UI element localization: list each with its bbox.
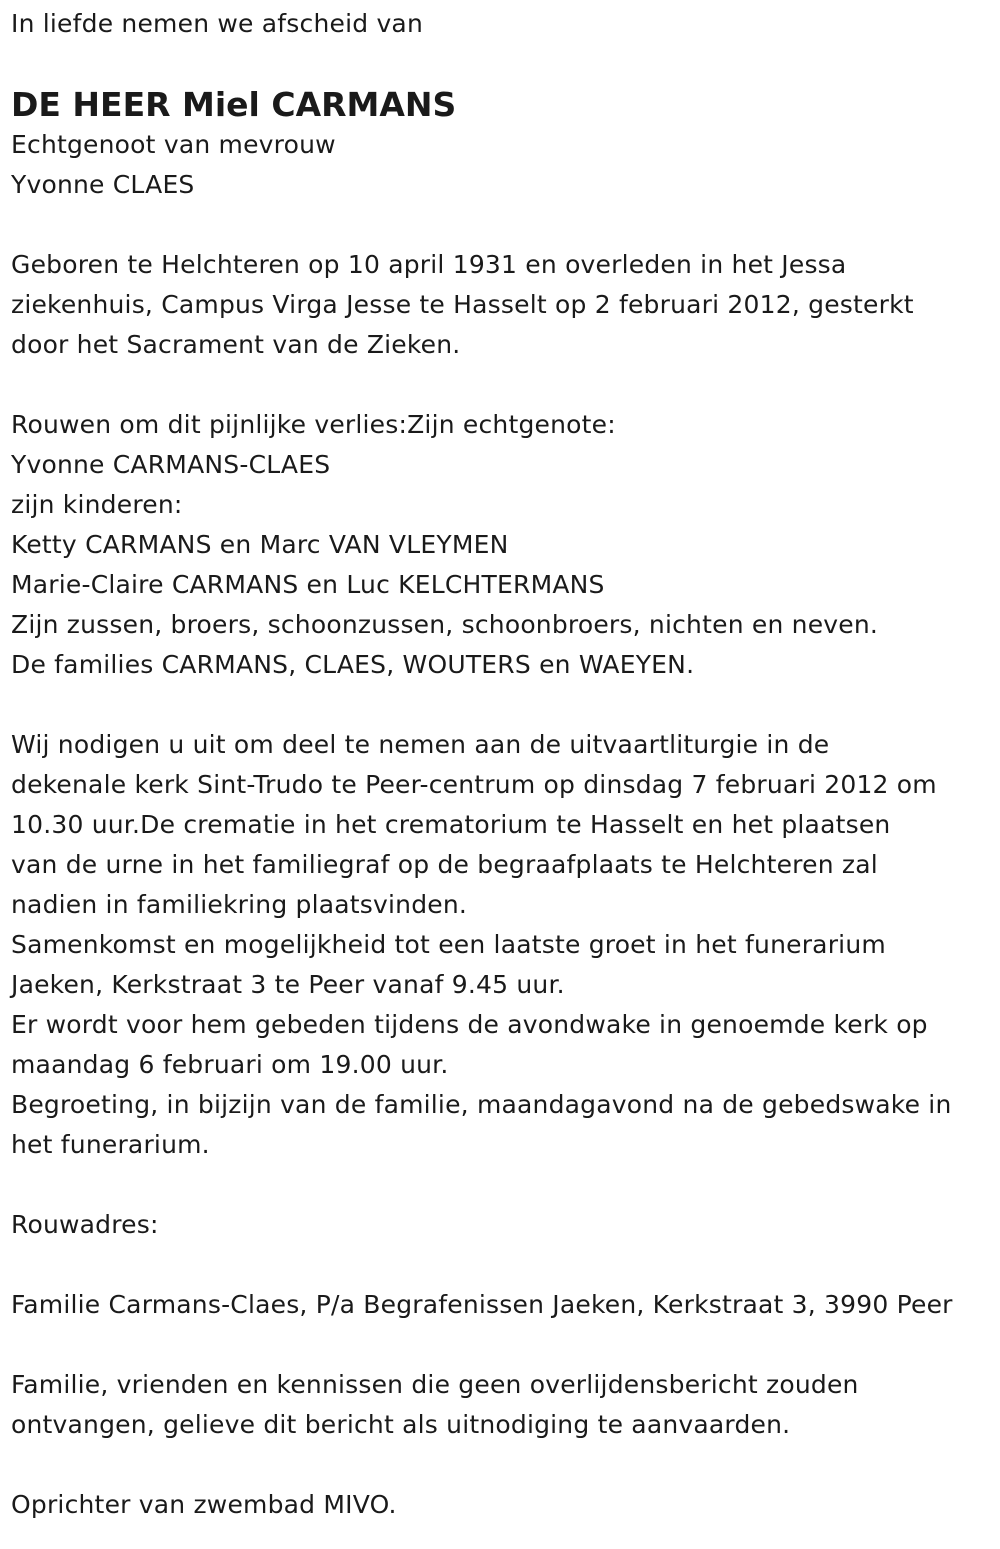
birth-line: ziekenhuis, Campus Virga Jesse te Hasselt op 2 februari 2012, gesterkt [11, 290, 914, 319]
birth-line: door het Sacrament van de Zieken. [11, 330, 461, 359]
obituary-notice [11, 0, 991, 1525]
ceremony-line: Begroeting, in bijzijn van de familie, maandagavond na de gebedswake in [11, 1090, 952, 1119]
ceremony-line: 10.30 uur.De crematie in het crematorium te Hasselt en het plaatsen [11, 810, 891, 839]
mourning-address: Familie Carmans-Claes, P/a Begrafenissen Jaeken, Kerkstraat 3, 3990 Peer [11, 1290, 953, 1319]
mourners-line: Yvonne CARMANS-CLAES [11, 450, 331, 479]
mourners-line: Zijn zussen, broers, schoonzussen, schoonbroers, nichten en neven. [11, 610, 879, 639]
mourners-line: Ketty CARMANS en Marc VAN VLEYMEN [11, 530, 509, 559]
spacer [11, 685, 991, 725]
birth-death-block [11, 245, 991, 365]
ceremony-line: Jaeken, Kerkstraat 3 te Peer vanaf 9.45 uur. [11, 970, 565, 999]
ceremony-line: Samenkomst en mogelijkheid tot een laatste groet in het funerarium [11, 930, 886, 959]
spouse-block [11, 125, 991, 205]
ceremony-block [11, 725, 991, 1165]
mourners-line: Rouwen om dit pijnlijke verlies:Zijn echtgenote: [11, 410, 616, 439]
birth-line: Geboren te Helchteren op 10 april 1931 en overleden in het Jessa [11, 250, 847, 279]
ceremony-line: maandag 6 februari om 19.00 uur. [11, 1050, 449, 1079]
ceremony-line: het funerarium. [11, 1130, 210, 1159]
ceremony-line: dekenale kerk Sint-Trudo te Peer-centrum op dinsdag 7 februari 2012 om [11, 770, 937, 799]
closing-line: Oprichter van zwembad MIVO. [11, 1490, 397, 1519]
spacer [11, 1245, 991, 1285]
mourners-line: De families CARMANS, CLAES, WOUTERS en WAEYEN. [11, 650, 695, 679]
spacer [11, 1445, 991, 1485]
address-label: Rouwadres: [11, 1210, 159, 1239]
deceased-name: DE HEER Miel CARMANS [11, 85, 457, 124]
spacer [11, 1325, 991, 1365]
spouse-line: Echtgenoot van mevrouw [11, 130, 336, 159]
mourners-line: zijn kinderen: [11, 490, 183, 519]
spacer [11, 1165, 991, 1205]
notice-block [11, 1365, 991, 1445]
spacer [11, 365, 991, 405]
spacer [11, 205, 991, 245]
ceremony-line: Wij nodigen u uit om deel te nemen aan de uitvaartliturgie in de [11, 730, 830, 759]
mourners-block [11, 405, 991, 685]
ceremony-line: nadien in familiekring plaatsvinden. [11, 890, 468, 919]
ceremony-line: van de urne in het familiegraf op de begraafplaats te Helchteren zal [11, 850, 878, 879]
intro-text: In liefde nemen we afscheid van [11, 9, 423, 38]
spouse-line: Yvonne CLAES [11, 170, 195, 199]
mourners-line: Marie-Claire CARMANS en Luc KELCHTERMANS [11, 570, 605, 599]
ceremony-line: Er wordt voor hem gebeden tijdens de avondwake in genoemde kerk op [11, 1010, 928, 1039]
notice-line: ontvangen, gelieve dit bericht als uitnodiging te aanvaarden. [11, 1410, 791, 1439]
notice-line: Familie, vrienden en kennissen die geen overlijdensbericht zouden [11, 1370, 859, 1399]
